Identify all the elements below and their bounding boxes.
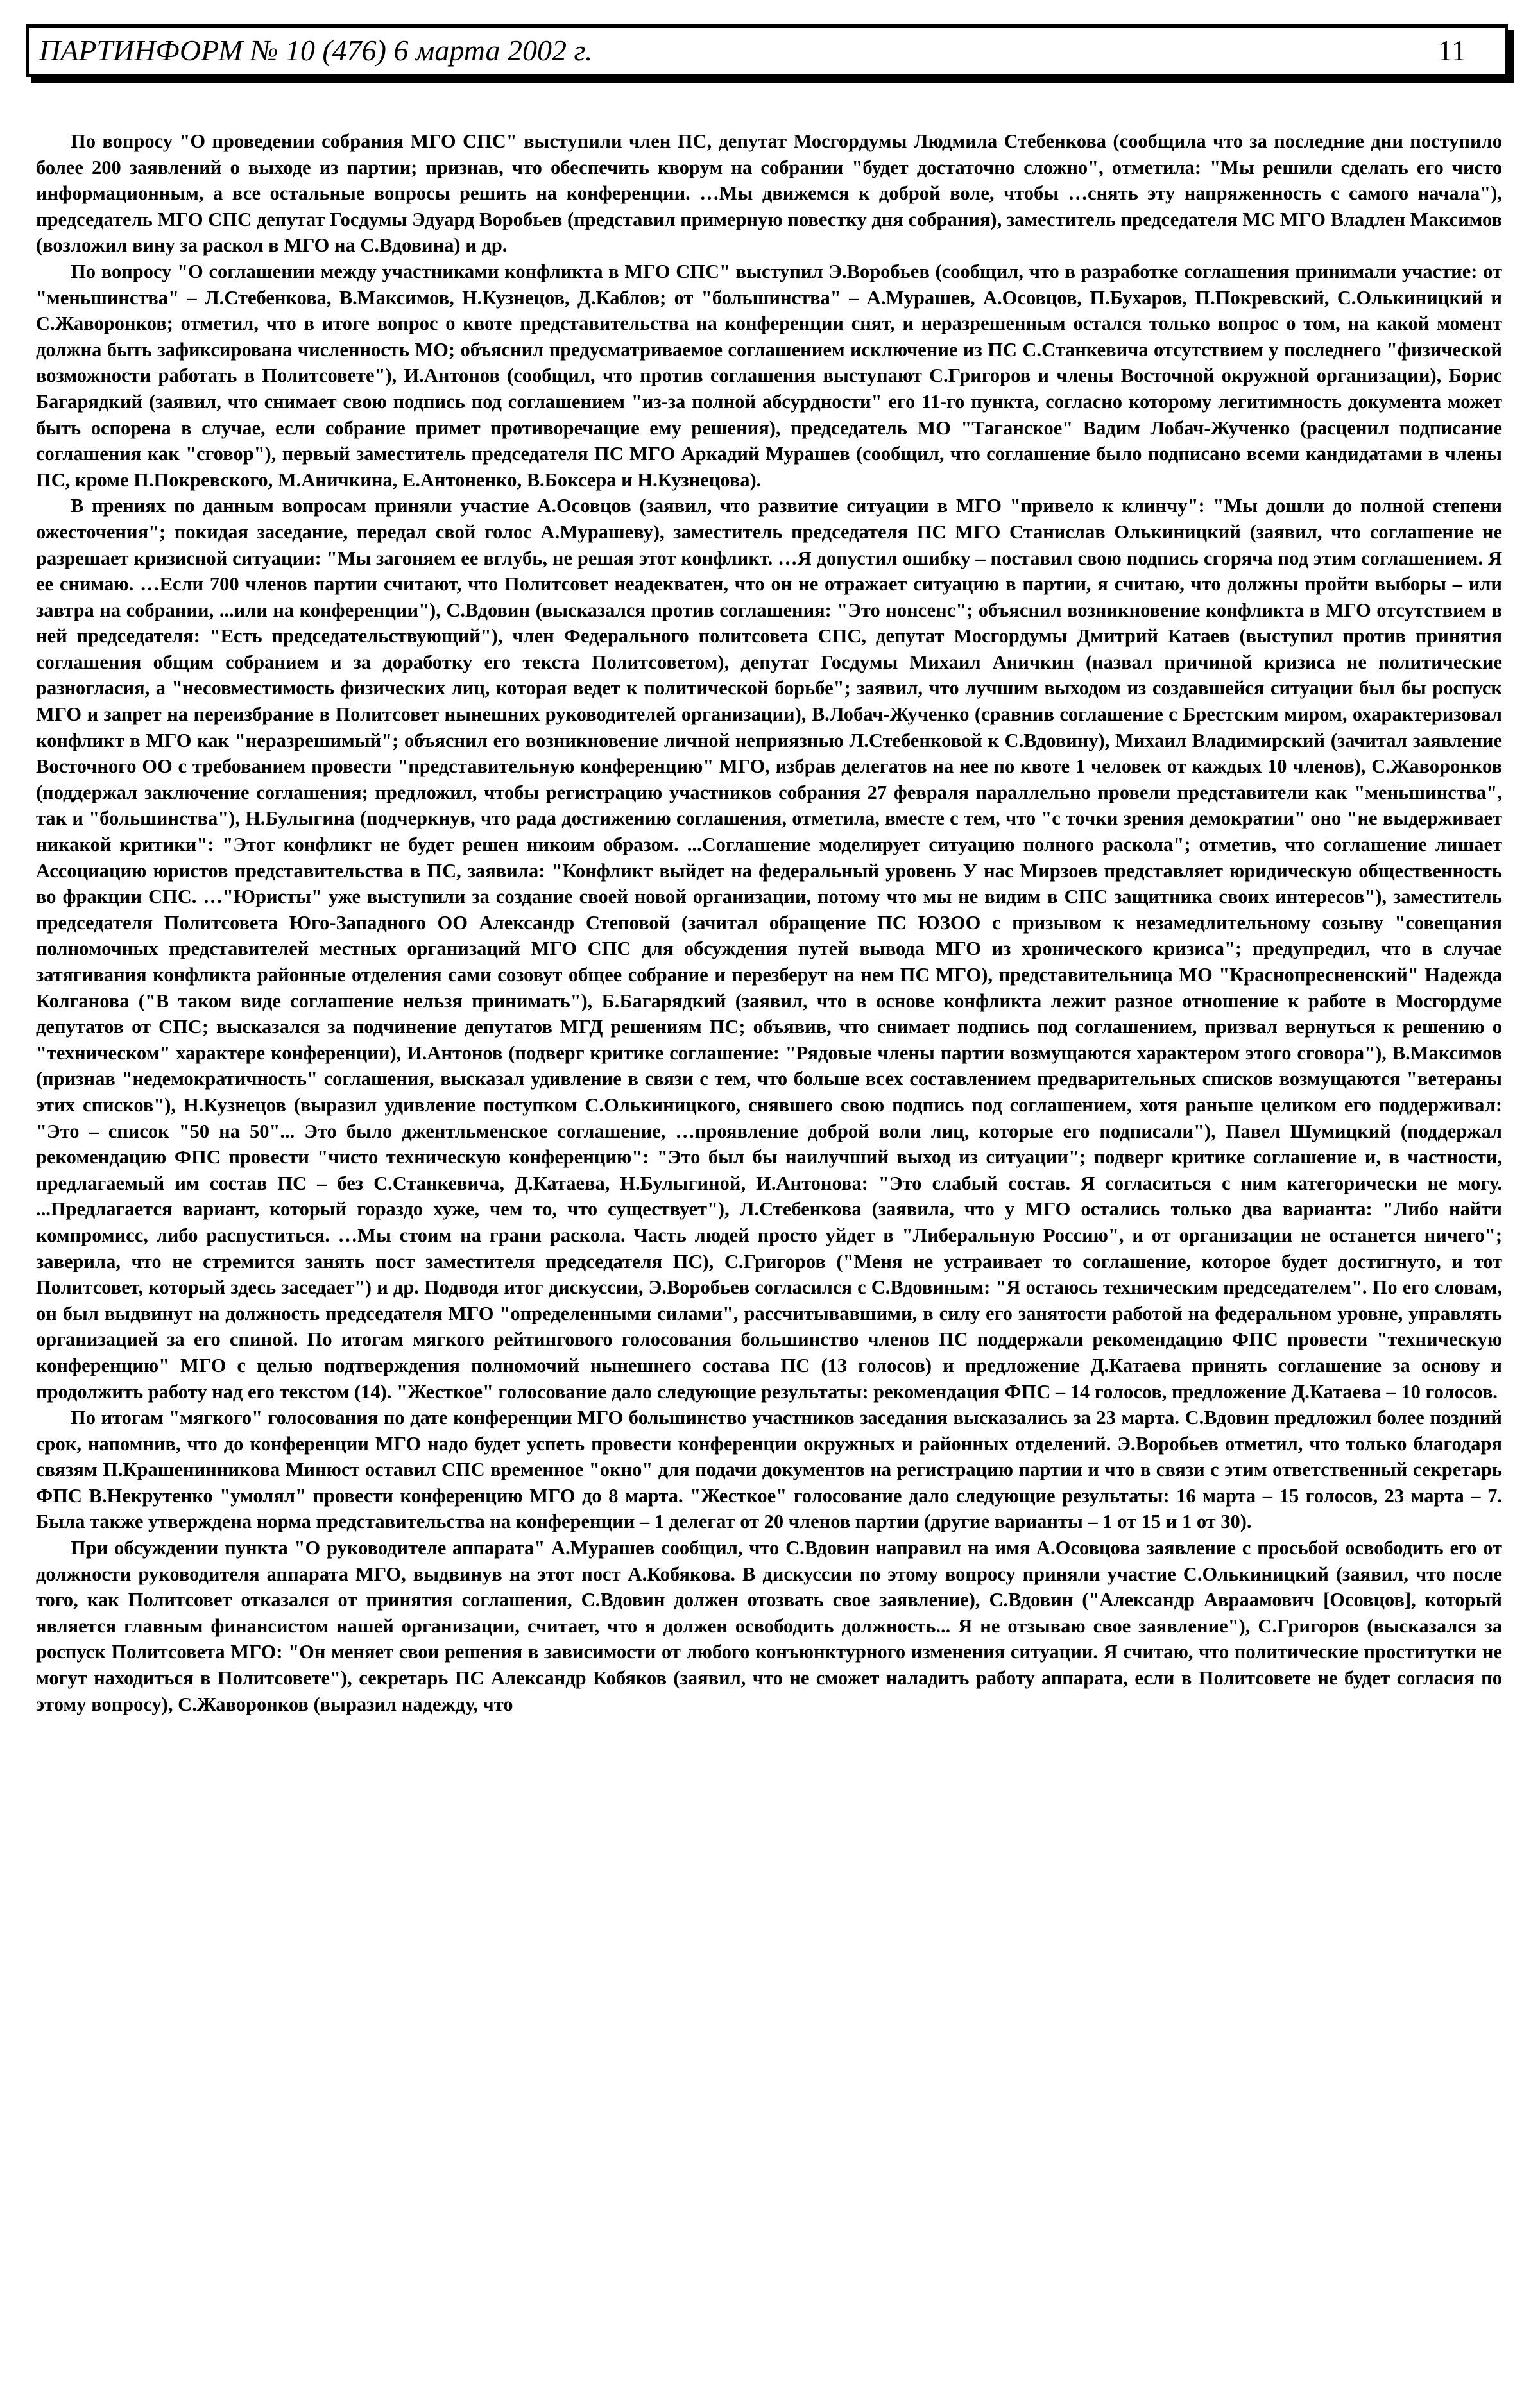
paragraph-apparatus-head: При обсуждении пункта "О руководителе аппарата" А.Мурашев сообщил, что С.Вдовин направил на имя А.Осовцова заявление с просьбой освободить его от должности руководителя аппарата МГО, выдвинув на этот пост А.Кобякова. В дискуссии по этому вопросу приняли участие С.Олькиницкий (заявил, что после того, как Политсовет отказался от принятия соглашения, С.Вдовин должен отозвать свое заявление), С.Вдовин ("Александр Авраамович [Осовцов], который является главным финансистом нашей организации, считает, что я должен освободить должность... Я не отзываю свое заявление"), С.Григоров (высказался за роспуск Политсовета МГО: "Он меняет свои решения в зависимости от любого конъюнктурного изменения ситуации. Я считаю, что политические проститутки не могут находиться в Политсовете"), секретарь ПС Александр Кобяков (заявил, что не сможет наладить работу аппарата, если в Политсовете не будет согласия по этому вопросу), С.Жаворонков (выразил надежду, что: [36, 1537, 1502, 1715]
paragraph-debate: В прениях по данным вопросам приняли участие А.Осовцов (заявил, что развитие ситуации в МГО "привело к клинчу": "Мы дошли до полной степени ожесточения"; покидая заседание, передал свой голос А.Мурашеву), заместитель председателя ПС МГО Станислав Олькиницкий (заявил, что соглашение не разрешает кризисной ситуации: "Мы загоняем ее вглубь, не решая этот конфликт. …Я допустил ошибку – поставил свою подпись сгоряча под этим соглашением. Я ее снимаю. …Если 700 членов партии считают, что Политсовет неадекватен, что он не отражает ситуацию в партии, я считаю, что должны пройти выборы – или завтра на собрании, ...или на конференции"), С.Вдовин (высказался против соглашения: "Это нонсенс"; объяснил возникновение конфликта в МГО отсутствием в ней председателя: "Есть председательствующий"), член Федерального политсовета СПС, депутат Мосгордумы Дмитрий Катаев (выступил против принятия соглашения общим собранием и за доработку его текста Политсоветом), депутат Госдумы Михаил Аничкин (назвал причиной кризиса не политические разногласия, а "несовместимость физических лиц, которая ведет к политической борьбе"; заявил, что лучшим выходом из создавшейся ситуации был бы роспуск МГО и запрет на переизбрание в Политсовет нынешних руководителей организации), В.Лобач-Жученко (сравнив соглашение с Брестским миром, охарактеризовал конфликт в МГО как "неразрешимый"; объяснил его возникновение личной неприязнью Л.Стебенковой к С.Вдовину), Михаил Владимирский (зачитал заявление Восточного ОО с требованием провести "представительную конференцию" МГО, избрав делегатов на нее по квоте 1 человек от каждых 10 членов), С.Жаворонков (поддержал заключение соглашения; предложил, чтобы регистрацию участников собрания 27 февраля параллельно провели представители как "меньшинства", так и "большинства"), Н.Булыгина (подчеркнув, что рада достижению соглашения, отметила, вместе с тем, что "с точки зрения демократии" оно "не выдерживает никакой критики": "Этот конфликт не будет решен никоим образом. ...Соглашение моделирует ситуацию полного раскола"; отметив, что соглашение лишает Ассоциацию юристов представительства в ПС, заявила: "Конфликт выйдет на федеральный уровень У нас Мирзоев представляет юридическую общественность во фракции СПС. …"Юристы" уже выступили за создание своей новой организации, потому что мы не видим в СПС защитника своих интересов"), заместитель председателя Политсовета Юго-Западного ОО Александр Степовой (зачитал обращение ПС ЮЗОО с призывом к незамедлительному созыву "совещания полномочных представителей местных организаций МГО СПС для обсуждения путей вывода МГО из хронического кризиса"; предупредил, что в случае затягивания конфликта районные отделения сами созовут общее собрание и перезберут на нем ПС МГО), представительница МО "Краснопресненский" Надежда Колганова ("В таком виде соглашение нельзя принимать"), Б.Багарядкий (заявил, что в основе конфликта лежит разное отношение к работе в Мосгордуме депутатов от СПС; высказался за подчинение депутатов МГД решениям ПС; объявив, что снимает подпись под соглашением, призвал вернуться к решению о "техническом" характере конференции), И.Антонов (подверг критике соглашение: "Рядовые члены партии возмущаются характером этого сговора"), В.Максимов (признав "недемократичность" соглашения, высказал удивление в связи с тем, что больше всех составлением предварительных списков возмущаются "ветераны этих списков"), Н.Кузнецов (выразил удивление поступком С.Олькиницкого, снявшего свою подпись под соглашением, хотя раньше целиком его поддерживал: "Это – список "50 на 50"... Это было джентльменское соглашение, …проявление доброй воли лиц, которые его подписали"), Павел Шумицкий (поддержал рекомендацию ФПС провести "чисто техническую конференцию": "Это был бы наилучший выход из ситуации"; подверг критике соглашение и, в частности, предлагаемый им состав ПС – без С.Станкевича, Д.Катаева, Н.Булыгиной, И.Антонова: "Это слабый состав. Я согласиться с ним категорически не могу. ...Предлагается вариант, который гораздо хуже, чем то, что существует"), Л.Стебенкова (заявила, что у МГО остались только два варианта: "Либо найти компромисс, либо распуститься. …Мы стоим на грани раскола. Часть людей просто уйдет в "Либеральную Россию", и от организации не останется ничего"; заверила, что не стремится занять пост заместителя председателя ПС), С.Григоров ("Меня не устраивает то соглашение, которое будет достигнуто, и тот Политсовет, который здесь заседает") и др. Подводя итог дискуссии, Э.Воробьев согласился с С.Вдовиным: "Я остаюсь техническим председателем". По его словам, он был выдвинут на должность председателя МГО "определенными силами", рассчитывавшими, в силу его занятости работой на федеральном уровне, управлять организацией за его спиной. По итогам мягкого рейтингового голосования большинство членов ПС поддержали рекомендацию ФПС провести "техническую конференцию" МГО с целью подтверждения полномочий нынешнего состава ПС (13 голосов) и предложение Д.Катаева принять соглашение за основу и продолжить работу над его текстом (14). "Жесткое" голосование дало следующие результаты: рекомендация ФПС – 14 голосов, предложение Д.Катаева – 10 голосов.: [36, 495, 1502, 1403]
paragraph-meeting-question: По вопросу "О проведении собрания МГО СПС" выступили член ПС, депутат Мосгордумы Людмила Стебенкова (сообщила что за последние дни поступило более 200 заявлений о выходе из партии; признав, что обеспечить кворум на собрании "будет достаточно сложно", отметила: "Мы решили сделать его чисто информационным, а все остальные вопросы решить на конференции. …Мы движемся к доброй воле, чтобы …снять эту напряженность с самого начала"), председатель МГО СПС депутат Госдумы Эдуард Воробьев (представил примерную повестку дня собрания), заместитель председателя МС МГО Владлен Максимов (возложил вину за раскол в МГО на С.Вдовина) и др.: [36, 130, 1502, 257]
paragraph-conference-date: По итогам "мягкого" голосования по дате конференции МГО большинство участников заседания высказались за 23 марта. С.Вдовин предложил более поздний срок, напомнив, что до конференции МГО надо будет успеть провести конференции окружных и районных отделений. Э.Воробьев отметил, что только благодаря связям П.Крашенинникова Минюст оставил СПС временное "окно" для подачи документов на регистрацию партии и что в связи с этим ответственный секретарь ФПС В.Некрутенко "умолял" провести конференцию МГО до 8 марта. "Жесткое" голосование дало следующие результаты: 16 марта – 15 голосов, 23 марта – 7. Была также утверждена норма представительства на конференции – 1 делегат от 20 членов партии (другие варианты – 1 от 15 и 1 от 30).: [36, 1407, 1502, 1533]
page-number: 11: [1437, 34, 1466, 67]
page-header: [26, 24, 1508, 77]
publication-title: ПАРТИНФОРМ № 10 (476) 6 марта 2002 г.: [39, 34, 593, 67]
paragraph-agreement-question: По вопросу "О соглашении между участниками конфликта в МГО СПС" выступил Э.Воробьев (сообщил, что в разработке соглашения принимали участие: от "меньшинства" – Л.Стебенкова, В.Максимов, Н.Кузнецов, Д.Каблов; от "большинства" – А.Мурашев, А.Осовцов, П.Бухаров, П.Покревский, С.Олькиницкий и С.Жаворонков; отметил, что в итоге вопрос о квоте представительства на конференции снят, и неразрешенным остался только вопрос о том, на какой момент должна быть зафиксирована численность МО; объяснил предусматриваемое соглашением исключение из ПС С.Станкевича отсутствием у последнего "физической возможности работать в Политсовете"), И.Антонов (сообщил, что против соглашения выступают С.Григоров и члены Восточной окружной организации), Борис Багарядкий (заявил, что снимает свою подпись под соглашением "из-за полной абсурдности" его 11-го пункта, согласно которому легитимность документа может быть оспорена в случае, если собрание примет противоречащие ему решения), председатель МО "Таганское" Вадим Лобач-Жученко (расценил подписание соглашения как "сговор"), первый заместитель председателя ПС МГО Аркадий Мурашев (сообщил, что соглашение было подписано всеми кандидатами в члены ПС, кроме П.Покревского, М.Аничкина, Е.Антоненко, В.Боксера и Н.Кузнецова).: [36, 260, 1502, 491]
article-body: [36, 128, 1502, 2368]
